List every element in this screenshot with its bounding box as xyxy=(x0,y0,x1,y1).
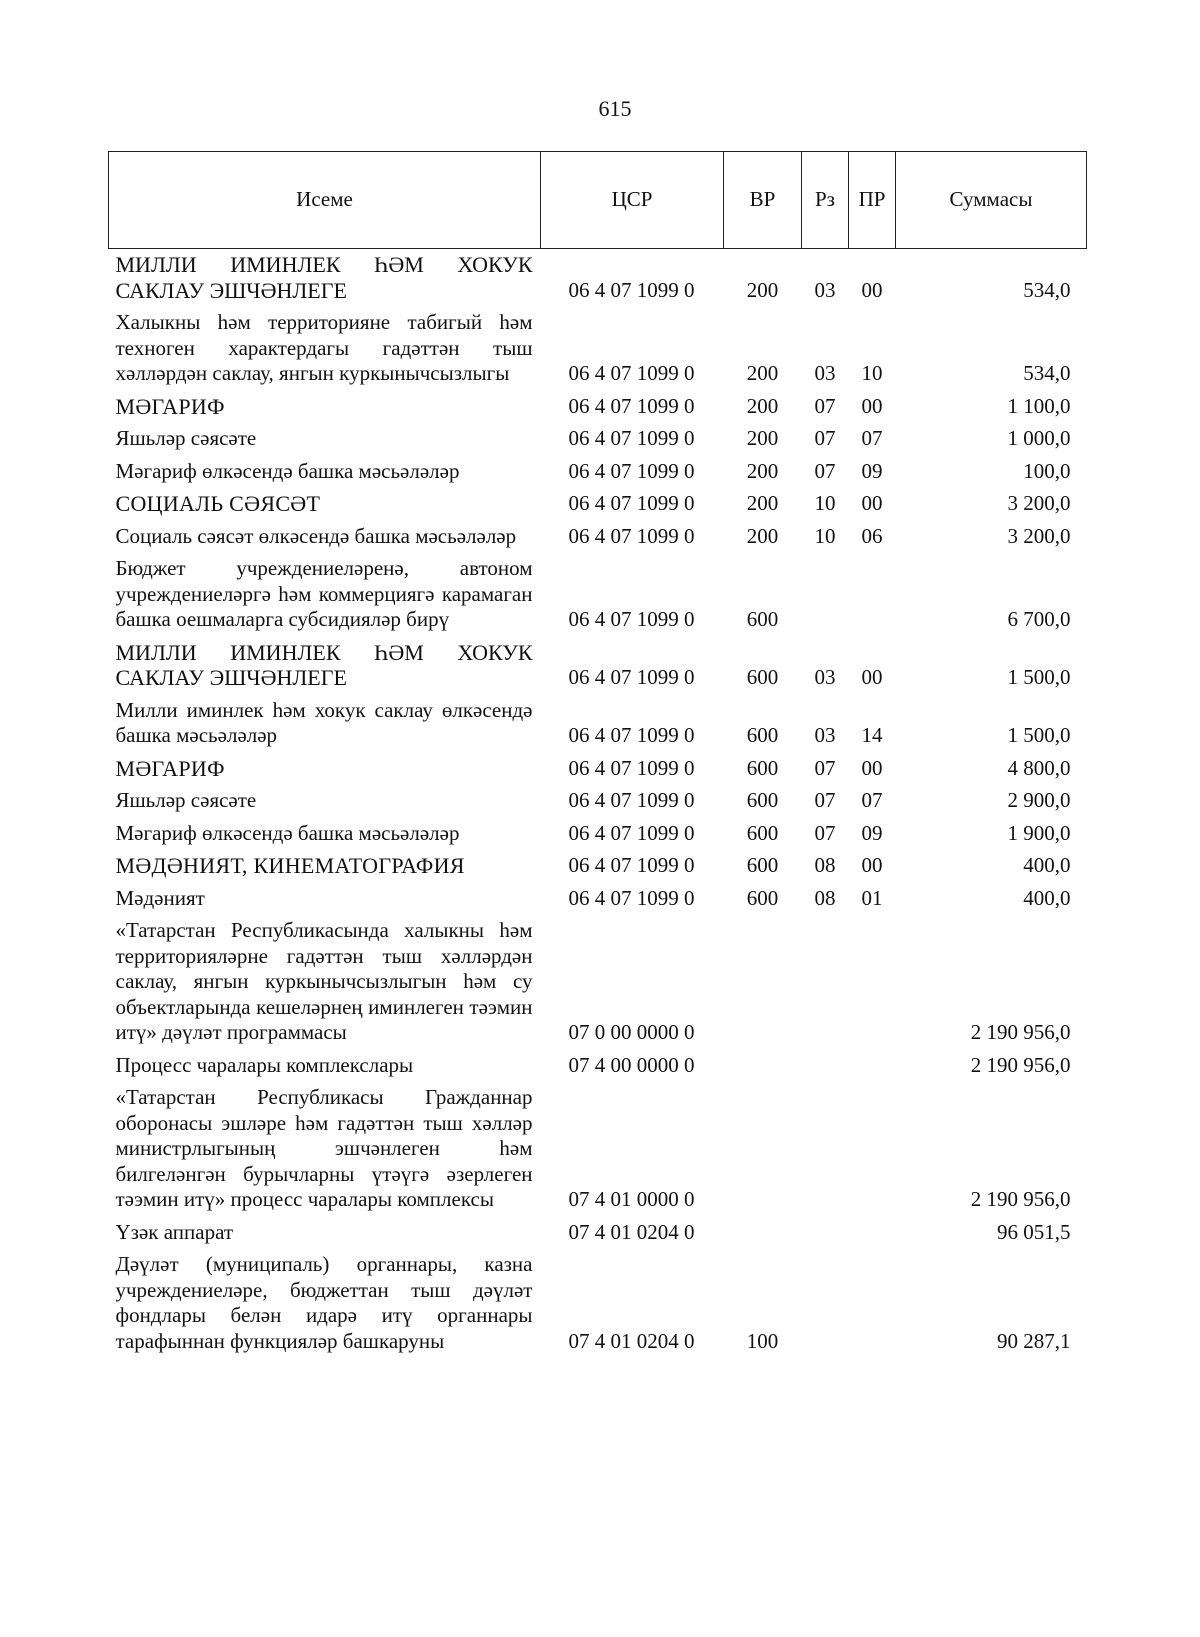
row-csr: 06 4 07 1099 0 xyxy=(568,426,695,450)
budget-table xyxy=(108,151,1087,1358)
row-vr: 600 xyxy=(746,755,779,780)
row-pr xyxy=(849,1249,896,1358)
header-csr: ЦСР xyxy=(541,152,724,249)
row-pr: 07 xyxy=(861,788,883,812)
table-row xyxy=(109,883,1087,916)
row-rz xyxy=(802,1249,849,1358)
row-rz: 07 xyxy=(814,458,836,483)
row-sum: 6 700,0 xyxy=(1007,607,1071,631)
row-csr: 06 4 07 1099 0 xyxy=(568,361,695,385)
row-name: Дәүләт (муниципаль) органнары, казна учреждениеләре, бюджеттан тыш дәүләт фондлары белән идарә итү органнары тарафыннан функцияләр башкаруны xyxy=(115,1252,533,1353)
header-name: Исеме xyxy=(109,152,541,249)
row-name: Яшьләр сәясәте xyxy=(115,788,257,812)
row-sum: 96 051,5 xyxy=(997,1219,1071,1244)
header-pr: ПР xyxy=(849,152,896,249)
row-sum: 2 900,0 xyxy=(1007,788,1071,812)
header-sum: Суммасы xyxy=(896,152,1087,249)
row-sum: 1 500,0 xyxy=(1007,723,1071,747)
row-vr: 100 xyxy=(746,1328,779,1353)
table-row xyxy=(109,553,1087,637)
row-csr: 06 4 07 1099 0 xyxy=(568,665,695,689)
row-vr: 200 xyxy=(746,393,779,418)
row-name: Яшьләр сәясәте xyxy=(115,426,257,450)
row-rz: 08 xyxy=(814,885,836,910)
row-sum: 2 190 956,0 xyxy=(970,1052,1071,1077)
row-pr: 00 xyxy=(861,665,883,689)
table-row xyxy=(109,249,1087,308)
row-csr: 06 4 07 1099 0 xyxy=(568,885,695,910)
row-rz: 10 xyxy=(814,491,836,515)
table-row xyxy=(109,423,1087,456)
row-name: СОЦИАЛЬ СӘЯСӘТ xyxy=(115,491,321,516)
row-name: Мәгариф өлкәсендә башка мәсьәләләр xyxy=(115,458,460,483)
table-row xyxy=(109,915,1087,1050)
row-rz: 03 xyxy=(814,361,836,385)
row-sum: 2 190 956,0 xyxy=(970,1187,1071,1211)
table-row xyxy=(109,391,1087,424)
row-name: Үзәк аппарат xyxy=(115,1219,234,1244)
row-name: «Татарстан Республикасында халыкны һәм территорияләрне гадәттән тыш хәлләрдән саклау, янгын куркынычсызлыгын һәм су объектларында кешеләрнең иминлеген тәэмин итү» дәүләт программасы xyxy=(115,918,533,1044)
row-csr: 07 4 01 0204 0 xyxy=(568,1219,695,1244)
row-rz: 07 xyxy=(814,426,836,450)
row-rz: 03 xyxy=(814,723,836,747)
row-pr: 14 xyxy=(861,723,883,747)
row-vr xyxy=(724,1217,802,1250)
row-rz xyxy=(802,1050,849,1083)
table-row xyxy=(109,1050,1087,1083)
row-sum: 534,0 xyxy=(1023,361,1071,385)
row-pr: 01 xyxy=(861,885,883,910)
row-name: «Татарстан Республикасы Гражданнар оборонасы эшләре һәм гадәттән тыш хәлләр министрлыгының эшчәнлеген һәм билгеләнгән бурычларны үтәүгә әзерлеген тәэмин итү» процесс чаралары комплексы xyxy=(115,1085,533,1211)
row-vr: 200 xyxy=(746,277,779,302)
row-name: МИЛЛИ ИМИНЛЕК ҺӘМ ХОКУК САКЛАУ ЭШЧӘНЛЕГЕ xyxy=(115,252,533,303)
table-row xyxy=(109,1249,1087,1358)
row-rz: 07 xyxy=(814,820,836,845)
header-vr: ВР xyxy=(724,152,802,249)
row-pr: 09 xyxy=(861,820,883,845)
row-pr: 10 xyxy=(861,361,883,385)
row-vr: 200 xyxy=(746,426,779,450)
table-body xyxy=(109,249,1087,1359)
row-vr: 600 xyxy=(746,723,779,747)
row-pr: 00 xyxy=(861,755,883,780)
row-rz: 03 xyxy=(814,665,836,689)
row-pr: 00 xyxy=(861,853,883,877)
table-row xyxy=(109,488,1087,521)
row-rz: 07 xyxy=(814,393,836,418)
row-pr xyxy=(849,1050,896,1083)
row-rz: 07 xyxy=(814,788,836,812)
table-row xyxy=(109,1217,1087,1250)
row-rz: 07 xyxy=(814,755,836,780)
row-csr: 07 4 01 0204 0 xyxy=(568,1328,695,1353)
row-vr: 600 xyxy=(746,665,779,689)
row-name: МИЛЛИ ИМИНЛЕК ҺӘМ ХОКУК САКЛАУ ЭШЧӘНЛЕГЕ xyxy=(115,639,533,690)
row-sum: 1 900,0 xyxy=(1007,820,1071,845)
table-row xyxy=(109,637,1087,695)
table-row xyxy=(109,307,1087,391)
row-rz xyxy=(802,1217,849,1250)
row-sum: 3 200,0 xyxy=(1007,491,1071,515)
row-vr xyxy=(724,1050,802,1083)
row-name: Мәдәният xyxy=(115,885,205,910)
row-vr: 600 xyxy=(746,853,779,877)
row-sum: 4 800,0 xyxy=(1007,755,1071,780)
row-pr: 00 xyxy=(861,491,883,515)
row-csr: 06 4 07 1099 0 xyxy=(568,820,695,845)
table-row xyxy=(109,1082,1087,1217)
row-pr: 06 xyxy=(861,523,883,548)
row-csr: 06 4 07 1099 0 xyxy=(568,393,695,418)
row-pr xyxy=(849,553,896,637)
row-sum: 3 200,0 xyxy=(1007,523,1071,548)
page-number: 615 xyxy=(598,96,632,121)
table-row xyxy=(109,850,1087,883)
row-sum: 534,0 xyxy=(1023,277,1071,302)
row-vr xyxy=(724,1082,802,1217)
row-vr: 200 xyxy=(746,361,779,385)
row-sum: 400,0 xyxy=(1023,885,1071,910)
row-pr: 09 xyxy=(861,458,883,483)
row-name: Милли иминлек һәм хокук саклау өлкәсендә башка мәсьәләләр xyxy=(115,697,533,747)
row-csr: 06 4 07 1099 0 xyxy=(568,523,695,548)
row-name: МӘДӘНИЯТ, КИНЕМАТОГРАФИЯ xyxy=(115,853,465,878)
row-name: Социаль сәясәт өлкәсендә башка мәсьәләләр xyxy=(115,523,517,548)
row-vr: 200 xyxy=(746,523,779,548)
row-rz: 08 xyxy=(814,853,836,877)
row-csr: 06 4 07 1099 0 xyxy=(568,458,695,483)
row-csr: 07 0 00 0000 0 xyxy=(568,1020,695,1044)
table-row xyxy=(109,785,1087,818)
row-pr xyxy=(849,1082,896,1217)
row-pr: 07 xyxy=(861,426,883,450)
row-pr: 00 xyxy=(861,277,883,302)
row-sum: 2 190 956,0 xyxy=(970,1020,1071,1044)
row-name: Халыкны һәм территорияне табигый һәм техноген характердагы гадәттән тыш хәлләрдән саклау, янгын куркынычсызлыгы xyxy=(115,310,533,385)
row-sum: 1 000,0 xyxy=(1007,426,1071,450)
row-name: МӘГАРИФ xyxy=(115,393,225,419)
row-csr: 06 4 07 1099 0 xyxy=(568,788,695,812)
row-csr: 07 4 00 0000 0 xyxy=(568,1052,695,1077)
row-sum: 90 287,1 xyxy=(997,1328,1071,1353)
row-pr: 00 xyxy=(861,393,883,418)
table-header-row xyxy=(109,152,1087,249)
row-csr: 06 4 07 1099 0 xyxy=(568,723,695,747)
table-row xyxy=(109,753,1087,786)
row-vr xyxy=(724,915,802,1050)
header-rz: Рз xyxy=(802,152,849,249)
row-pr xyxy=(849,1217,896,1250)
row-vr: 600 xyxy=(746,607,779,631)
row-sum: 1 500,0 xyxy=(1007,665,1071,689)
row-csr: 06 4 07 1099 0 xyxy=(568,277,695,302)
row-vr: 600 xyxy=(746,788,779,812)
row-vr: 200 xyxy=(746,491,779,515)
row-csr: 06 4 07 1099 0 xyxy=(568,755,695,780)
row-sum: 100,0 xyxy=(1023,458,1071,483)
row-rz xyxy=(802,915,849,1050)
row-pr xyxy=(849,915,896,1050)
row-name: Процесс чаралары комплекслары xyxy=(115,1052,414,1077)
row-rz: 03 xyxy=(814,277,836,302)
row-name: Мәгариф өлкәсендә башка мәсьәләләр xyxy=(115,820,460,845)
row-sum: 1 100,0 xyxy=(1007,393,1071,418)
row-rz: 10 xyxy=(814,523,836,548)
table-row xyxy=(109,818,1087,851)
row-vr: 600 xyxy=(746,820,779,845)
row-csr: 06 4 07 1099 0 xyxy=(568,491,695,515)
row-name: МӘГАРИФ xyxy=(115,755,225,781)
row-rz xyxy=(802,1082,849,1217)
row-name: Бюджет учреждениеләренә, автоном учреждениеләргә һәм коммерциягә карамаган башка оешмаларга субсидияләр бирү xyxy=(115,556,533,631)
row-sum: 400,0 xyxy=(1023,853,1071,877)
table-row xyxy=(109,521,1087,554)
table-row xyxy=(109,695,1087,753)
row-csr: 07 4 01 0000 0 xyxy=(568,1187,695,1211)
row-vr: 600 xyxy=(746,885,779,910)
table-row xyxy=(109,456,1087,489)
row-vr: 200 xyxy=(746,458,779,483)
row-csr: 06 4 07 1099 0 xyxy=(568,853,695,877)
row-csr: 06 4 07 1099 0 xyxy=(568,607,695,631)
row-rz xyxy=(802,553,849,637)
